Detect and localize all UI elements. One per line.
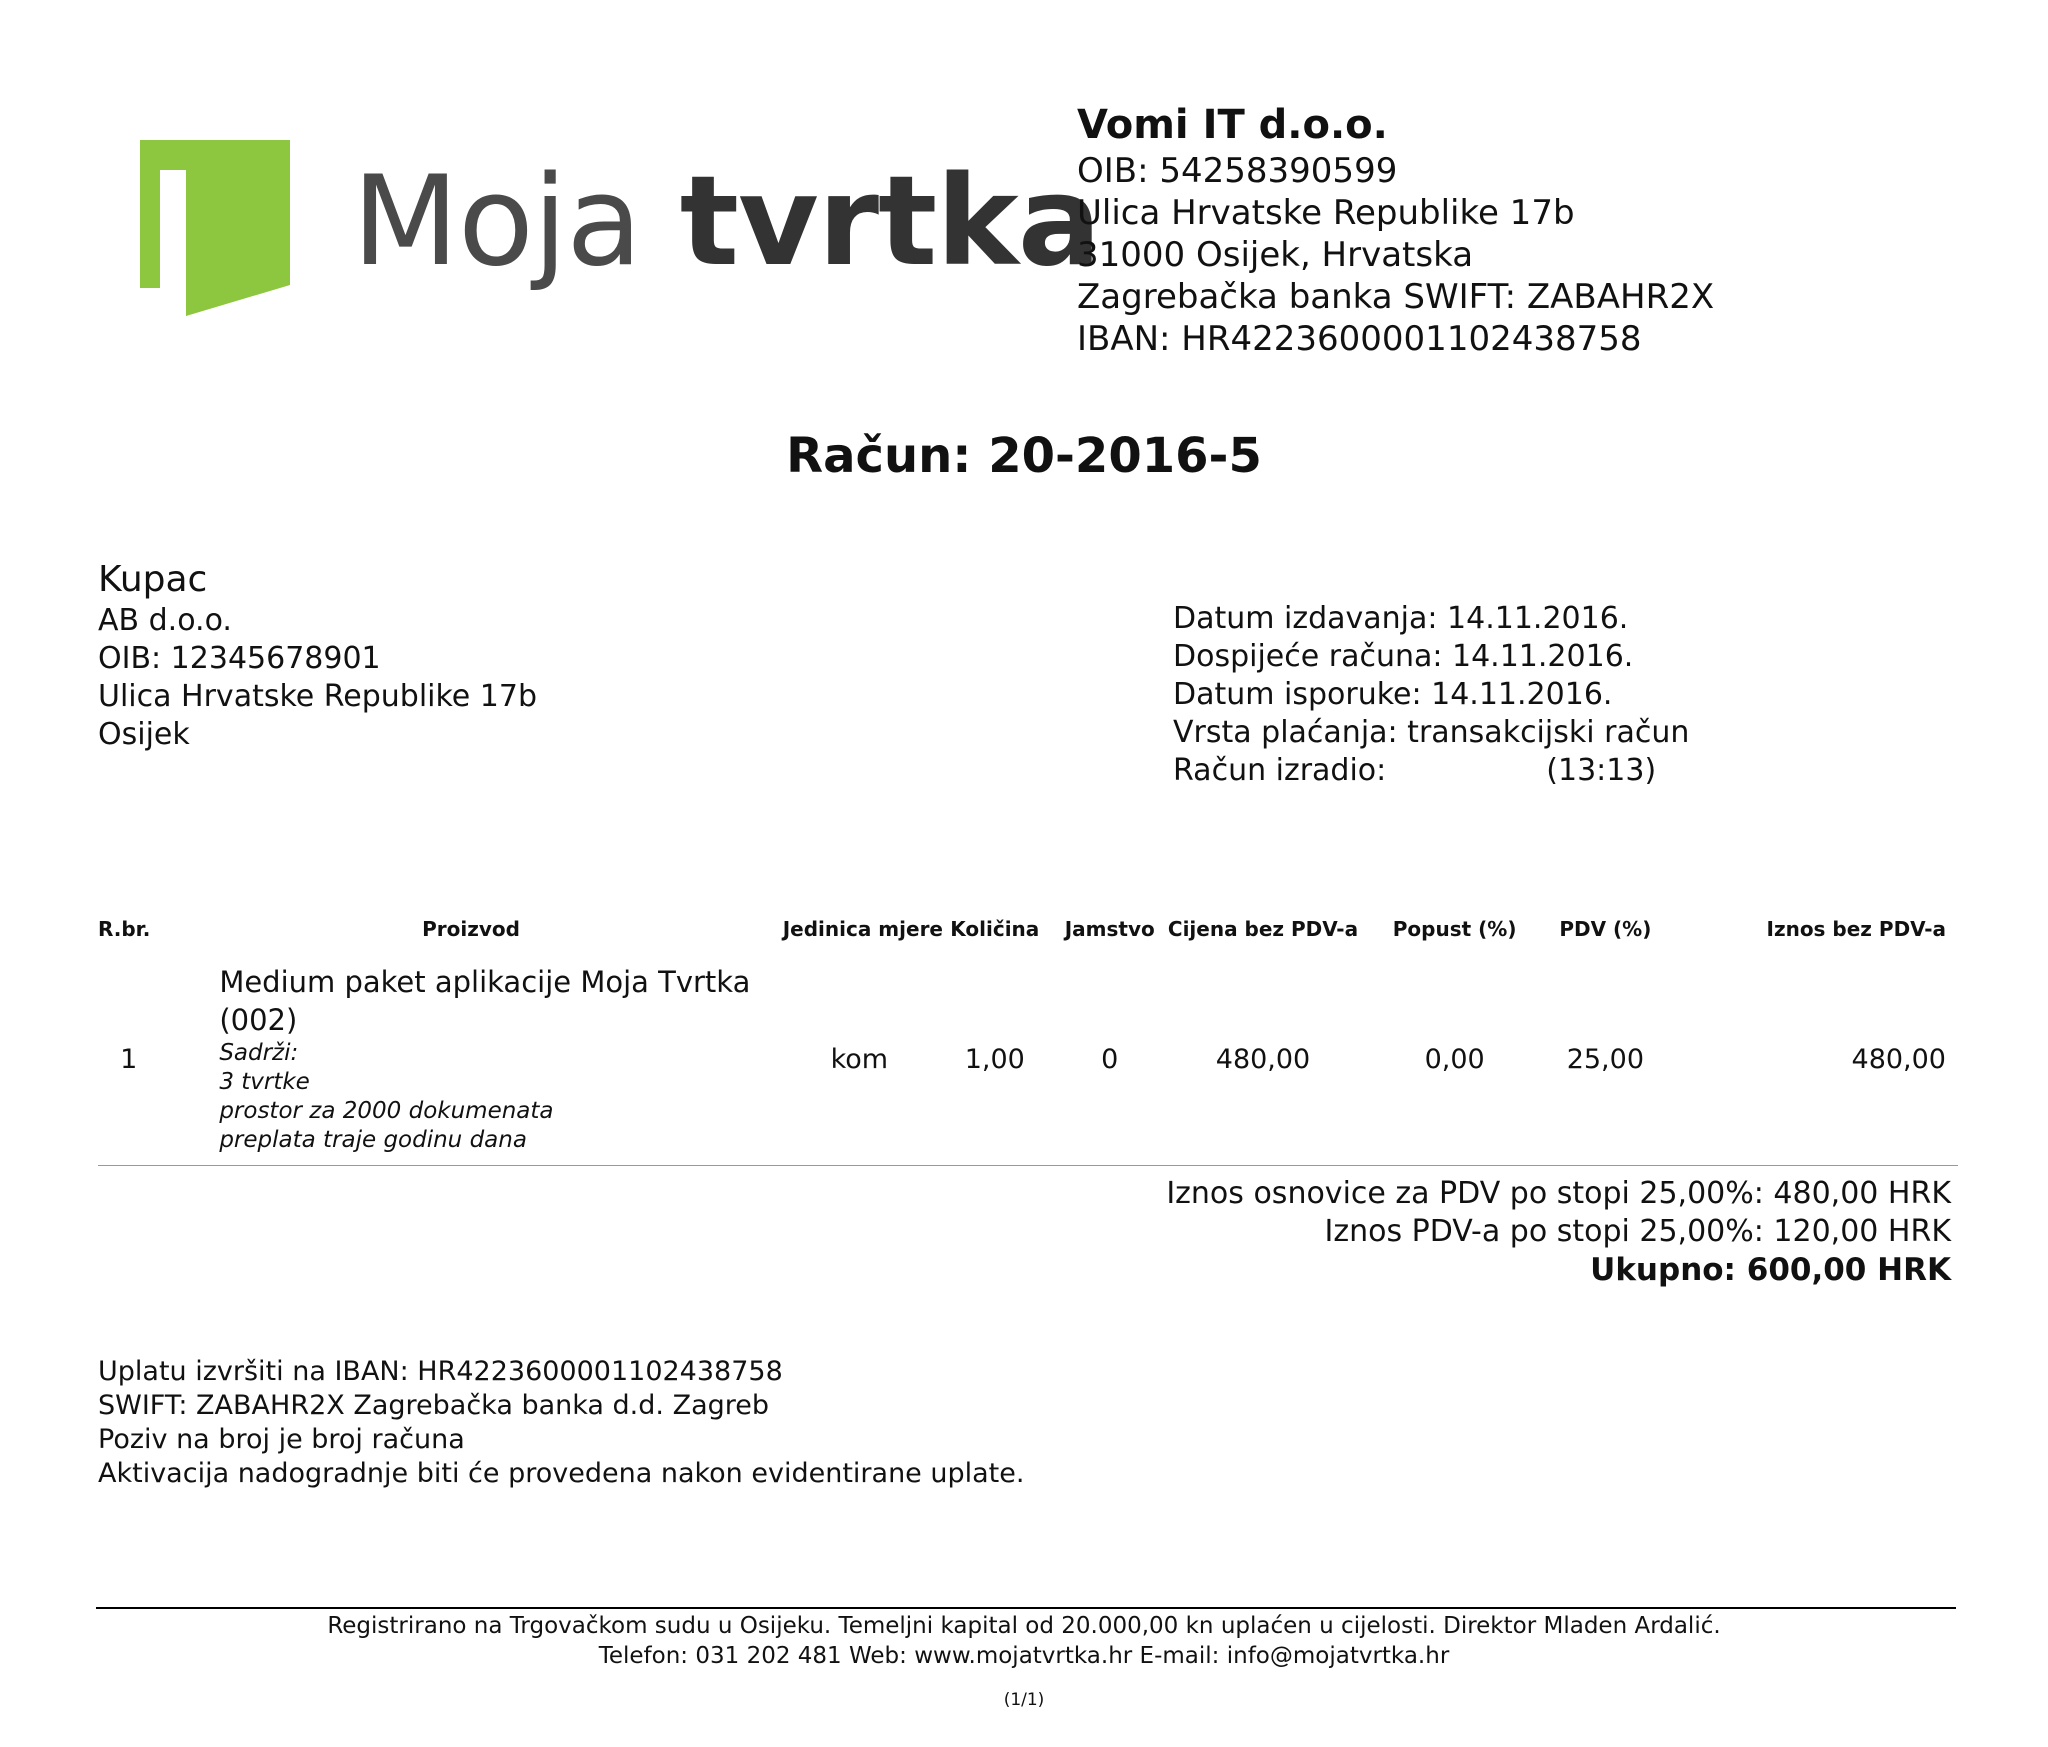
invoice-details: [1173, 600, 1689, 790]
company-street: Ulica Hrvatske Republike 17b: [1077, 193, 1575, 233]
delivery-date: Datum isporuke: 14.11.2016.: [1173, 677, 1613, 712]
cell-unit: kom: [783, 963, 936, 1166]
cell-warranty: 0: [1054, 963, 1166, 1166]
logo-word-bold: tvrtka: [679, 150, 1101, 294]
customer-info: [98, 558, 537, 754]
customer-label: Kupac: [98, 559, 208, 600]
payment-line: Poziv na broj je broj računa: [98, 1424, 465, 1455]
product-line: Sadrži:: [219, 1040, 299, 1066]
cell-product: [159, 963, 782, 1166]
customer-street: Ulica Hrvatske Republike 17b: [98, 679, 537, 714]
payment-line: Aktivacija nadogradnje biti će provedena nakon evidentirane uplate.: [98, 1458, 1025, 1489]
header-amount: Iznos bez PDV-a: [1766, 917, 1946, 941]
total-grand: Ukupno: 600,00 HRK: [1590, 1252, 1951, 1288]
footer-registration: Registrirano na Trgovačkom sudu u Osijeku. Temeljni kapital od 20.000,00 kn uplaćen u cijelosti. Direktor Mladen Ardalić.: [327, 1613, 1721, 1639]
company-bank: Zagrebačka banka SWIFT: ZABAHR2X: [1077, 277, 1715, 317]
page-number: (1/1): [1003, 1690, 1045, 1710]
issued-by-time: (13:13): [1546, 753, 1657, 788]
cell-discount: 0,00: [1360, 963, 1549, 1166]
company-iban: IBAN: HR4223600001102438758: [1077, 319, 1642, 359]
product-line: prostor za 2000 dokumenata: [219, 1098, 554, 1124]
payment-type: Vrsta plaćanja: transakcijski račun: [1173, 715, 1690, 750]
cell-vat: 25,00: [1549, 963, 1661, 1166]
company-name: Vomi IT d.o.o.: [1077, 102, 1388, 148]
payment-line: Uplatu izvršiti na IBAN: HR4223600001102438758: [98, 1356, 783, 1387]
footer-divider: [96, 1607, 1956, 1609]
issue-date: Datum izdavanja: 14.11.2016.: [1173, 601, 1629, 636]
company-info: [1077, 100, 1714, 360]
table-header: [98, 905, 1958, 963]
cell-rbr: 1: [98, 963, 159, 1166]
header-unit: Jedinica mjere: [782, 917, 943, 941]
header-price: Cijena bez PDV-a: [1167, 917, 1359, 941]
product-line: preplata traje godinu dana: [219, 1127, 527, 1153]
issued-by: [1173, 752, 1689, 790]
customer-oib: OIB: 12345678901: [98, 641, 381, 676]
items-table: [98, 905, 1958, 1166]
door-logo-icon: [140, 140, 290, 316]
footer-contact: Telefon: 031 202 481 Web: www.mojatvrtka.hr E-mail: info@mojatvrtka.hr: [598, 1643, 1450, 1669]
table-row: [98, 963, 1958, 1166]
product-name: Medium paket aplikacije Moja Tvrtka (002): [219, 965, 751, 1037]
company-oib: OIB: 54258390599: [1077, 151, 1398, 191]
header-qty: Količina: [950, 917, 1040, 941]
header-product: Proizvod: [422, 917, 520, 941]
invoice-title: Račun: 20-2016-5: [786, 428, 1262, 484]
issued-by-label: Račun izradio:: [1173, 753, 1387, 788]
cell-qty: 1,00: [936, 963, 1054, 1166]
total-vat: Iznos PDV-a po stopi 25,00%: 120,00 HRK: [1324, 1214, 1951, 1249]
total-base: Iznos osnovice za PDV po stopi 25,00%: 480,00 HRK: [1166, 1176, 1951, 1211]
product-line: 3 tvrtke: [219, 1069, 310, 1095]
payment-instructions: [98, 1355, 1024, 1491]
header-warranty: Jamstvo: [1064, 917, 1155, 941]
logo-wordmark: [352, 150, 1101, 294]
header-vat: PDV (%): [1559, 917, 1652, 941]
cell-price: 480,00: [1166, 963, 1360, 1166]
logo-word-light: Moja: [352, 150, 642, 294]
cell-amount: 480,00: [1662, 963, 1958, 1166]
footer: [0, 1611, 2048, 1671]
header-rbr: R.br.: [98, 917, 151, 941]
totals: [1166, 1175, 1951, 1289]
payment-line: SWIFT: ZABAHR2X Zagrebačka banka d.d. Zagreb: [98, 1390, 770, 1421]
due-date: Dospijeće računa: 14.11.2016.: [1173, 639, 1634, 674]
customer-name: AB d.o.o.: [98, 603, 232, 638]
company-city: 31000 Osijek, Hrvatska: [1077, 235, 1474, 275]
header-discount: Popust (%): [1392, 917, 1517, 941]
customer-city: Osijek: [98, 717, 190, 752]
